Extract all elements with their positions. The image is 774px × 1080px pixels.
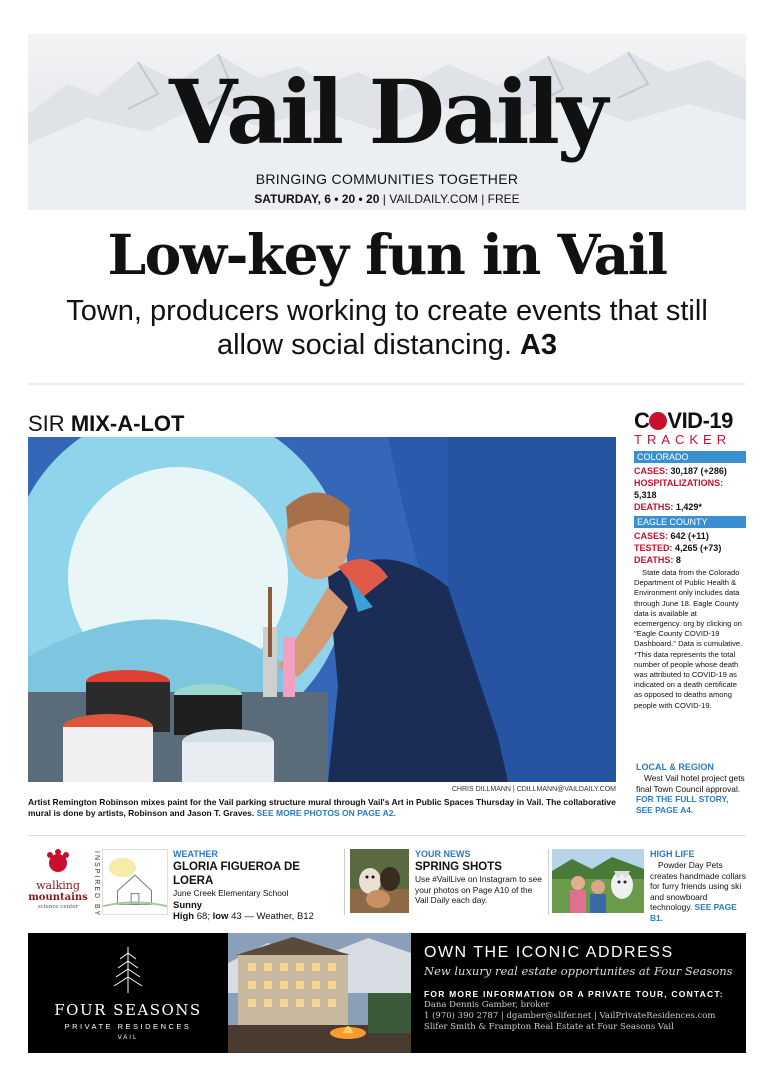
kicker-bold: MIX-A-LOT	[70, 411, 185, 436]
ad-broker: Dana Dennis Gamber, broker	[424, 1000, 550, 1010]
masthead-tagline: BRINGING COMMUNITIES TOGETHER	[255, 171, 519, 187]
tracker-title-rest: VID-19	[667, 408, 733, 433]
local-body: West Vail hotel project gets final Town Council approval.	[636, 773, 745, 794]
ad-brand: FOUR SEASONS	[54, 1001, 202, 1019]
life-text	[650, 860, 748, 923]
eagle-header: EAGLE COUNTY	[634, 516, 746, 528]
artist-mural-photo	[28, 437, 616, 782]
column-separator	[344, 849, 345, 915]
co-hosp-value: 5,318	[634, 490, 657, 500]
dateline	[0, 192, 774, 206]
dogs-photo[interactable]	[350, 849, 409, 913]
high-life-photo[interactable]	[552, 849, 644, 913]
your-news-teaser[interactable]	[415, 848, 545, 906]
co-cases-label: CASES:	[634, 466, 669, 476]
co-deaths-value: 1,429*	[675, 502, 702, 512]
lead-headline[interactable]: Low-key fun in Vail	[107, 222, 667, 287]
inspired-by-label: INSPIRED BY	[93, 850, 100, 918]
ad-headline: OWN THE ICONIC ADDRESS	[424, 944, 674, 961]
ea-deaths-value: 8	[675, 555, 681, 565]
ad-firm: Slifer Smith & Frampton Real Estate at Four Seasons Vail	[424, 1022, 674, 1032]
co-cases	[634, 465, 746, 477]
tracker-note: State data from the Colorado Department of Public Health & Environment only includes data through June 18. Eagle County data is available at ecemergency. org by clicking on "Eagle County COVID-19 Dashboard." Data is cumulative. *This data represents the total number of people whose death was attributed to COVID-19 as indicated on a death certificate as opposed to deaths among people with COVID-19.	[634, 568, 743, 710]
ad-copy	[424, 943, 740, 1033]
feature-photo[interactable]	[28, 437, 616, 782]
logo-line3: science center	[37, 904, 79, 910]
news-section: YOUR NEWS	[415, 849, 471, 859]
house-drawing	[102, 849, 168, 915]
local-text	[636, 773, 746, 815]
divider	[28, 835, 746, 836]
lead-page-ref[interactable]: A3	[519, 329, 558, 361]
low-label: low	[212, 910, 229, 922]
weather-teaser[interactable]	[173, 848, 343, 922]
ea-deaths-label: DEATHS:	[634, 555, 674, 565]
photo-credit: CHRIS DILLMANN | CDILLMANN@VAILDAILY.COM	[451, 786, 616, 793]
four-seasons-ad[interactable]	[28, 933, 746, 1053]
divider	[28, 383, 746, 385]
weather-condition: Sunny	[173, 899, 203, 911]
tracker-subtitle: TRACKER	[634, 432, 732, 447]
ea-tested-value: 4,265 (+73)	[675, 543, 722, 553]
photo-caption	[28, 797, 616, 819]
life-section: HIGH LIFE	[650, 849, 695, 859]
local-region-teaser[interactable]	[636, 761, 746, 815]
tracker-title-c: C	[634, 408, 650, 433]
local-heading: LOCAL & REGION	[636, 762, 714, 772]
co-hosp-label: HOSPITALIZATIONS:	[634, 478, 724, 488]
ad-brand-panel	[28, 933, 228, 1053]
logo-line1: walking	[36, 879, 80, 892]
masthead-title: Vail Daily	[168, 60, 606, 164]
high-label: High	[173, 910, 195, 922]
walking-mountains-logo	[28, 849, 88, 915]
weather-section: WEATHER	[173, 849, 218, 859]
caption-text: Artist Remington Robinson mixes paint for the Vail parking structure mural through Vail's Art in Public Spaces Thursday in Vail. The collaborative mural is done by artists, Robinson and Jason T. Graves.	[28, 797, 616, 818]
tree-logo-icon	[108, 945, 148, 995]
local-see-link[interactable]: FOR THE FULL STORY, SEE PAGE A4.	[636, 794, 729, 815]
weather-temps	[173, 912, 343, 923]
ad-brand-sub: PRIVATE RESIDENCES	[64, 1022, 192, 1031]
weather-school: June Creek Elementary School	[173, 888, 289, 898]
ad-phone-email[interactable]: 1 (970) 390 2787 | dgamber@slifer.net | VailPrivateResidences.com	[424, 1011, 716, 1021]
news-title: SPRING SHOTS	[415, 861, 502, 873]
low-value: 43	[231, 910, 242, 922]
ea-deaths	[634, 554, 746, 566]
lead-subhead-text: Town, producers working to create events that still allow social distancing.	[66, 295, 708, 361]
ea-cases	[634, 530, 746, 542]
caption-see-link[interactable]: SEE MORE PHOTOS ON PAGE A2.	[256, 808, 396, 818]
colorado-header: COLORADO	[634, 451, 746, 463]
ad-contact: FOR MORE INFORMATION OR A PRIVATE TOUR, CONTACT:	[424, 989, 724, 999]
residence-photo	[228, 933, 411, 1053]
ad-subhead: New luxury real estate opportunites at Four Seasons	[424, 964, 733, 978]
co-hospitalizations	[634, 477, 746, 501]
covid-tracker	[634, 410, 746, 711]
ea-tested-label: TESTED:	[634, 543, 673, 553]
high-value: 68;	[196, 910, 210, 922]
feature-kicker	[28, 411, 184, 437]
logo-line2: mountains	[28, 892, 88, 903]
tracker-title	[634, 410, 746, 432]
site-info[interactable]: | VAILDAILY.COM | FREE	[382, 192, 520, 206]
co-cases-value: 30,187 (+286)	[670, 466, 727, 476]
column-separator	[548, 849, 549, 915]
high-life-teaser[interactable]	[650, 848, 748, 923]
lead-subhead	[30, 294, 744, 362]
ea-cases-label: CASES:	[634, 531, 669, 541]
weather-artist: GLORIA FIGUEROA DE LOERA	[173, 861, 300, 887]
news-text: Use #VailLive on Instagram to see your photos on Page A10 of the Vail Daily each day.	[415, 874, 542, 905]
issue-date: SATURDAY, 6 • 20 • 20	[254, 192, 380, 206]
ea-tested	[634, 542, 746, 554]
weather-page-ref[interactable]: — Weather, B12	[244, 910, 314, 922]
life-see-link[interactable]: SEE PAGE B1.	[650, 902, 737, 923]
co-deaths-label: DEATHS:	[634, 502, 674, 512]
kicker-prefix: SIR	[28, 411, 65, 436]
ea-cases-value: 642 (+11)	[670, 531, 709, 541]
virus-icon	[649, 412, 667, 430]
co-deaths	[634, 501, 746, 513]
life-body: Powder Day Pets creates handmade collars for furry friends using ski and snowboard technology.	[650, 860, 746, 912]
ad-brand-location: VAIL	[117, 1035, 139, 1041]
